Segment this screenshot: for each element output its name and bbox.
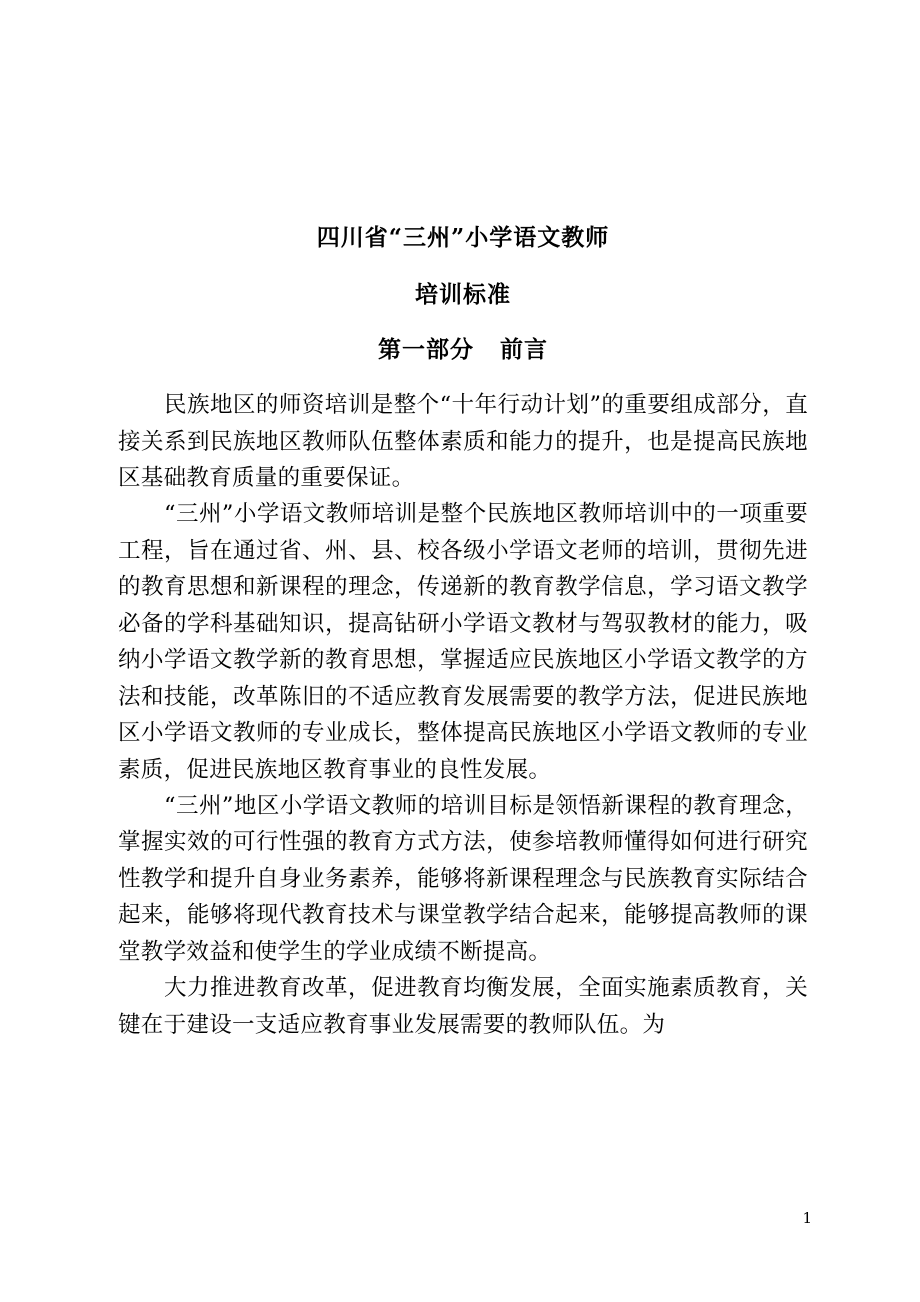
paragraph: 大力推进教育改革，促进教育均衡发展，全面实施素质教育，关键在于建设一支适应教育事业发展需要的教师队伍。为 <box>118 975 808 1038</box>
section-heading-title: 前言 <box>500 336 548 364</box>
paragraph: 民族地区的师资培训是整个“十年行动计划”的重要组成部分，直接关系到民族地区教师队伍整体素质和能力的提升，也是提高民族地区基础教育质量的重要保证。 <box>118 392 808 492</box>
section-heading <box>118 334 808 365</box>
document-body <box>118 222 808 1043</box>
paragraph: “三州”小学语文教师培训是整个民族地区教师培训中的一项重要工程，旨在通过省、州、县、校各级小学语文老师的培训，贯彻先进的教育思想和新课程的理念，传递新的教育教学信息，学习语文教学必备的学科基础知识，提高钻研小学语文教材与驾驭教材的能力，吸纳小学语文教学新的教育思想，掌握适应民族地区小学语文教学的方法和技能，改革陈旧的不适应教育发展需要的教学方法，促进民族地区小学语文教师的专业成长，整体提高民族地区小学语文教师的专业素质，促进民族地区教育事业的良性发展。 <box>118 501 808 783</box>
document-title-line-2: 培训标准 <box>415 281 511 309</box>
document-title-line-1: 四川省“三州”小学语文教师 <box>316 224 610 251</box>
paragraph: “三州”地区小学语文教师的培训目标是领悟新课程的教育理念，掌握实效的可行性强的教育方式方法，使参培教师懂得如何进行研究性教学和提升自身业务素养，能够将新课程理念与民族教育实际结合起来，能够将现代教育技术与课堂教学结合起来，能够提高教师的课堂教学效益和使学生的学业成绩不断提高。 <box>118 792 808 965</box>
page-number: 1 <box>802 1209 812 1227</box>
section-heading-label: 第一部分 <box>378 336 474 364</box>
